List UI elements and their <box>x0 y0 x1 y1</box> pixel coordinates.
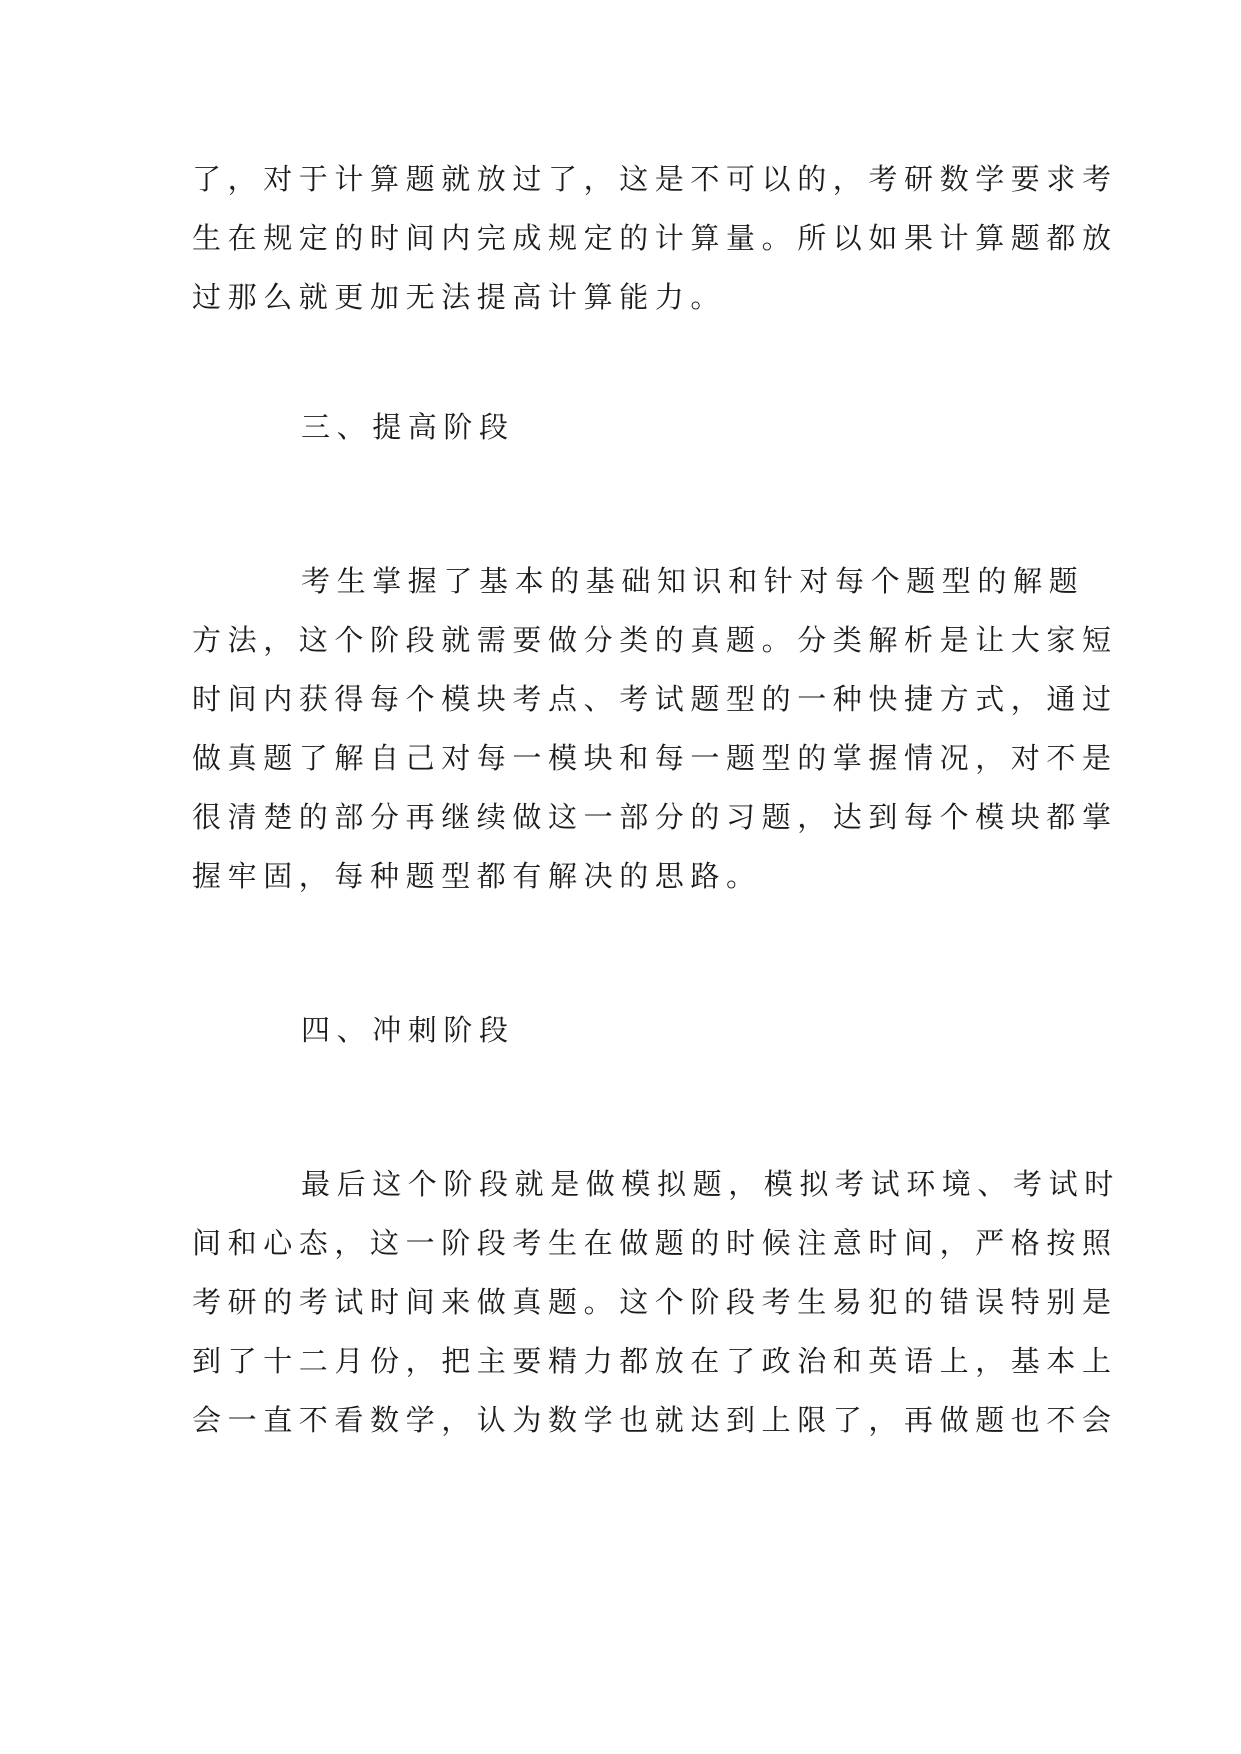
paragraph-line: 做真题了解自己对每一模块和每一题型的掌握情况，对不是 <box>192 741 1118 775</box>
paragraph-line: 最后这个阶段就是做模拟题，模拟考试环境、考试时 <box>301 1167 1120 1201</box>
paragraph-sprint <box>192 1155 1120 1450</box>
paragraph-line: 方法，这个阶段就需要做分类的真题。分类解析是让大家短 <box>192 623 1118 657</box>
paragraph-line: 很清楚的部分再继续做这一部分的习题，达到每个模块都掌 <box>192 800 1118 834</box>
paragraph-line: 考生掌握了基本的基础知识和针对每个题型的解题 <box>301 564 1085 598</box>
paragraph-line: 了，对于计算题就放过了，这是不可以的，考研数学要求考 <box>192 162 1118 196</box>
section-heading-sprint-stage: 四、冲刺阶段 <box>301 1013 515 1047</box>
paragraph-improvement <box>192 552 1118 906</box>
paragraph-calculation <box>192 150 1118 327</box>
paragraph-line: 过那么就更加无法提高计算能力。 <box>192 280 727 314</box>
paragraph-line: 到了十二月份，把主要精力都放在了政治和英语上，基本上 <box>192 1344 1118 1378</box>
paragraph-line: 握牢固，每种题型都有解决的思路。 <box>192 859 762 893</box>
paragraph-line: 时间内获得每个模块考点、考试题型的一种快捷方式，通过 <box>192 682 1118 716</box>
paragraph-line: 会一直不看数学，认为数学也就达到上限了，再做题也不会 <box>192 1403 1118 1437</box>
section-heading-improvement-stage: 三、提高阶段 <box>301 410 515 444</box>
paragraph-line: 考研的考试时间来做真题。这个阶段考生易犯的错误特别是 <box>192 1285 1118 1319</box>
paragraph-line: 生在规定的时间内完成规定的计算量。所以如果计算题都放 <box>192 221 1118 255</box>
paragraph-line: 间和心态，这一阶段考生在做题的时候注意时间，严格按照 <box>192 1226 1118 1260</box>
